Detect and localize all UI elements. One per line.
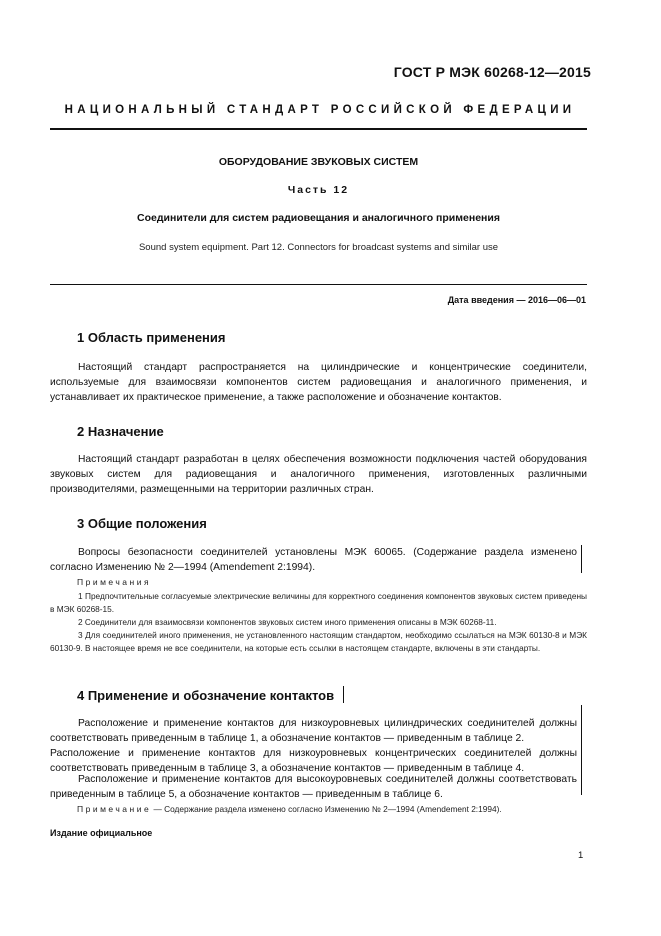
note-3: 3 Для соединителей иного применения, не установленного настоящим стандартом, необходимо ссылаться на МЭК 60130-8 и МЭК 60130-9. В настоящее время не все соединители, на которые есть ссылки в настоящем стандарте, включены в эти стандарты. [50, 630, 587, 653]
top-rule [50, 128, 587, 130]
effective-date: Дата введения — 2016—06—01 [447, 295, 586, 305]
section-1-heading: 1 Область применения [77, 330, 226, 345]
page-number: 1 [578, 850, 584, 861]
note-label: Примечание [77, 804, 152, 814]
section-2-text: Настоящий стандарт разработан в целях обеспечения возможности подключения частей оборудования звуковых систем для радиовещания и аналогичного применения, изготовленных различными производителями, размещенными на территории различных стран. [50, 454, 587, 495]
section-4-paragraph-3: Расположение и применение контактов для высокоуровневых соединителей должны соответствовать приведенным в таблице 5, а обозначение контактов — приведенным в таблице 6. [50, 774, 577, 800]
change-bar [581, 545, 582, 573]
note-2: 2 Соединители для взаимосвязи компонентов звуковых систем иного применения описаны в МЭК 60268-11. [78, 617, 497, 627]
section-3-text: Вопросы безопасности соединителей установлены МЭК 60065. (Содержание раздела изменено согласно Изменению № 2—1994 (Amendement 2:1994). [50, 547, 577, 573]
section-1-text: Настоящий стандарт распространяется на цилиндрические и концентрические соединители, используемые для взаимосвязи компонентов систем радиовещания и аналогичного применения, и устанавливает их практическое применение, а также расположение и обозначение контактов. [50, 362, 587, 403]
change-bar [343, 686, 344, 703]
note-text: — Содержание раздела изменено согласно Изменению № 2—1994 (Amendement 2:1994). [153, 804, 502, 814]
notes-label: Примечания [77, 577, 152, 587]
standard-subtitle: Соединители для систем радиовещания и аналогичного применения [137, 212, 500, 224]
section-4-paragraph-2: Расположение и применение контактов для низкоуровневых концентрических соединителей должны соответствовать приведенным в таблице 3, а обозначение контактов — приведенным в таблице 4. [50, 748, 577, 774]
section-4-paragraph-1: Расположение и применение контактов для низкоуровневых цилиндрических соединителей должны соответствовать приведенным в таблице 1, а обозначение контактов — приведенным в таблице 2. [50, 718, 577, 744]
section-2-heading: 2 Назначение [77, 424, 164, 439]
change-bar [581, 705, 582, 795]
section-4-note [77, 803, 587, 816]
section-3-heading: 3 Общие положения [77, 516, 207, 531]
note-1: 1 Предпочтительные согласуемые электрические величины для корректного соединения компонентов звуковых систем приведены в МЭК 60268-15. [50, 591, 587, 614]
national-standard-banner: НАЦИОНАЛЬНЫЙ СТАНДАРТ РОССИЙСКОЙ ФЕДЕРАЦИИ [64, 104, 576, 116]
standard-title: ОБОРУДОВАНИЕ ЗВУКОВЫХ СИСТЕМ [218, 156, 419, 168]
part-number: Часть 12 [287, 184, 350, 196]
official-edition: Издание официальное [50, 828, 153, 838]
gost-code: ГОСТ Р МЭК 60268-12—2015 [393, 64, 591, 80]
middle-rule [50, 284, 587, 285]
english-title: Sound system equipment. Part 12. Connectors for broadcast systems and similar use [138, 242, 499, 253]
section-4-heading: 4 Применение и обозначение контактов [77, 688, 335, 703]
